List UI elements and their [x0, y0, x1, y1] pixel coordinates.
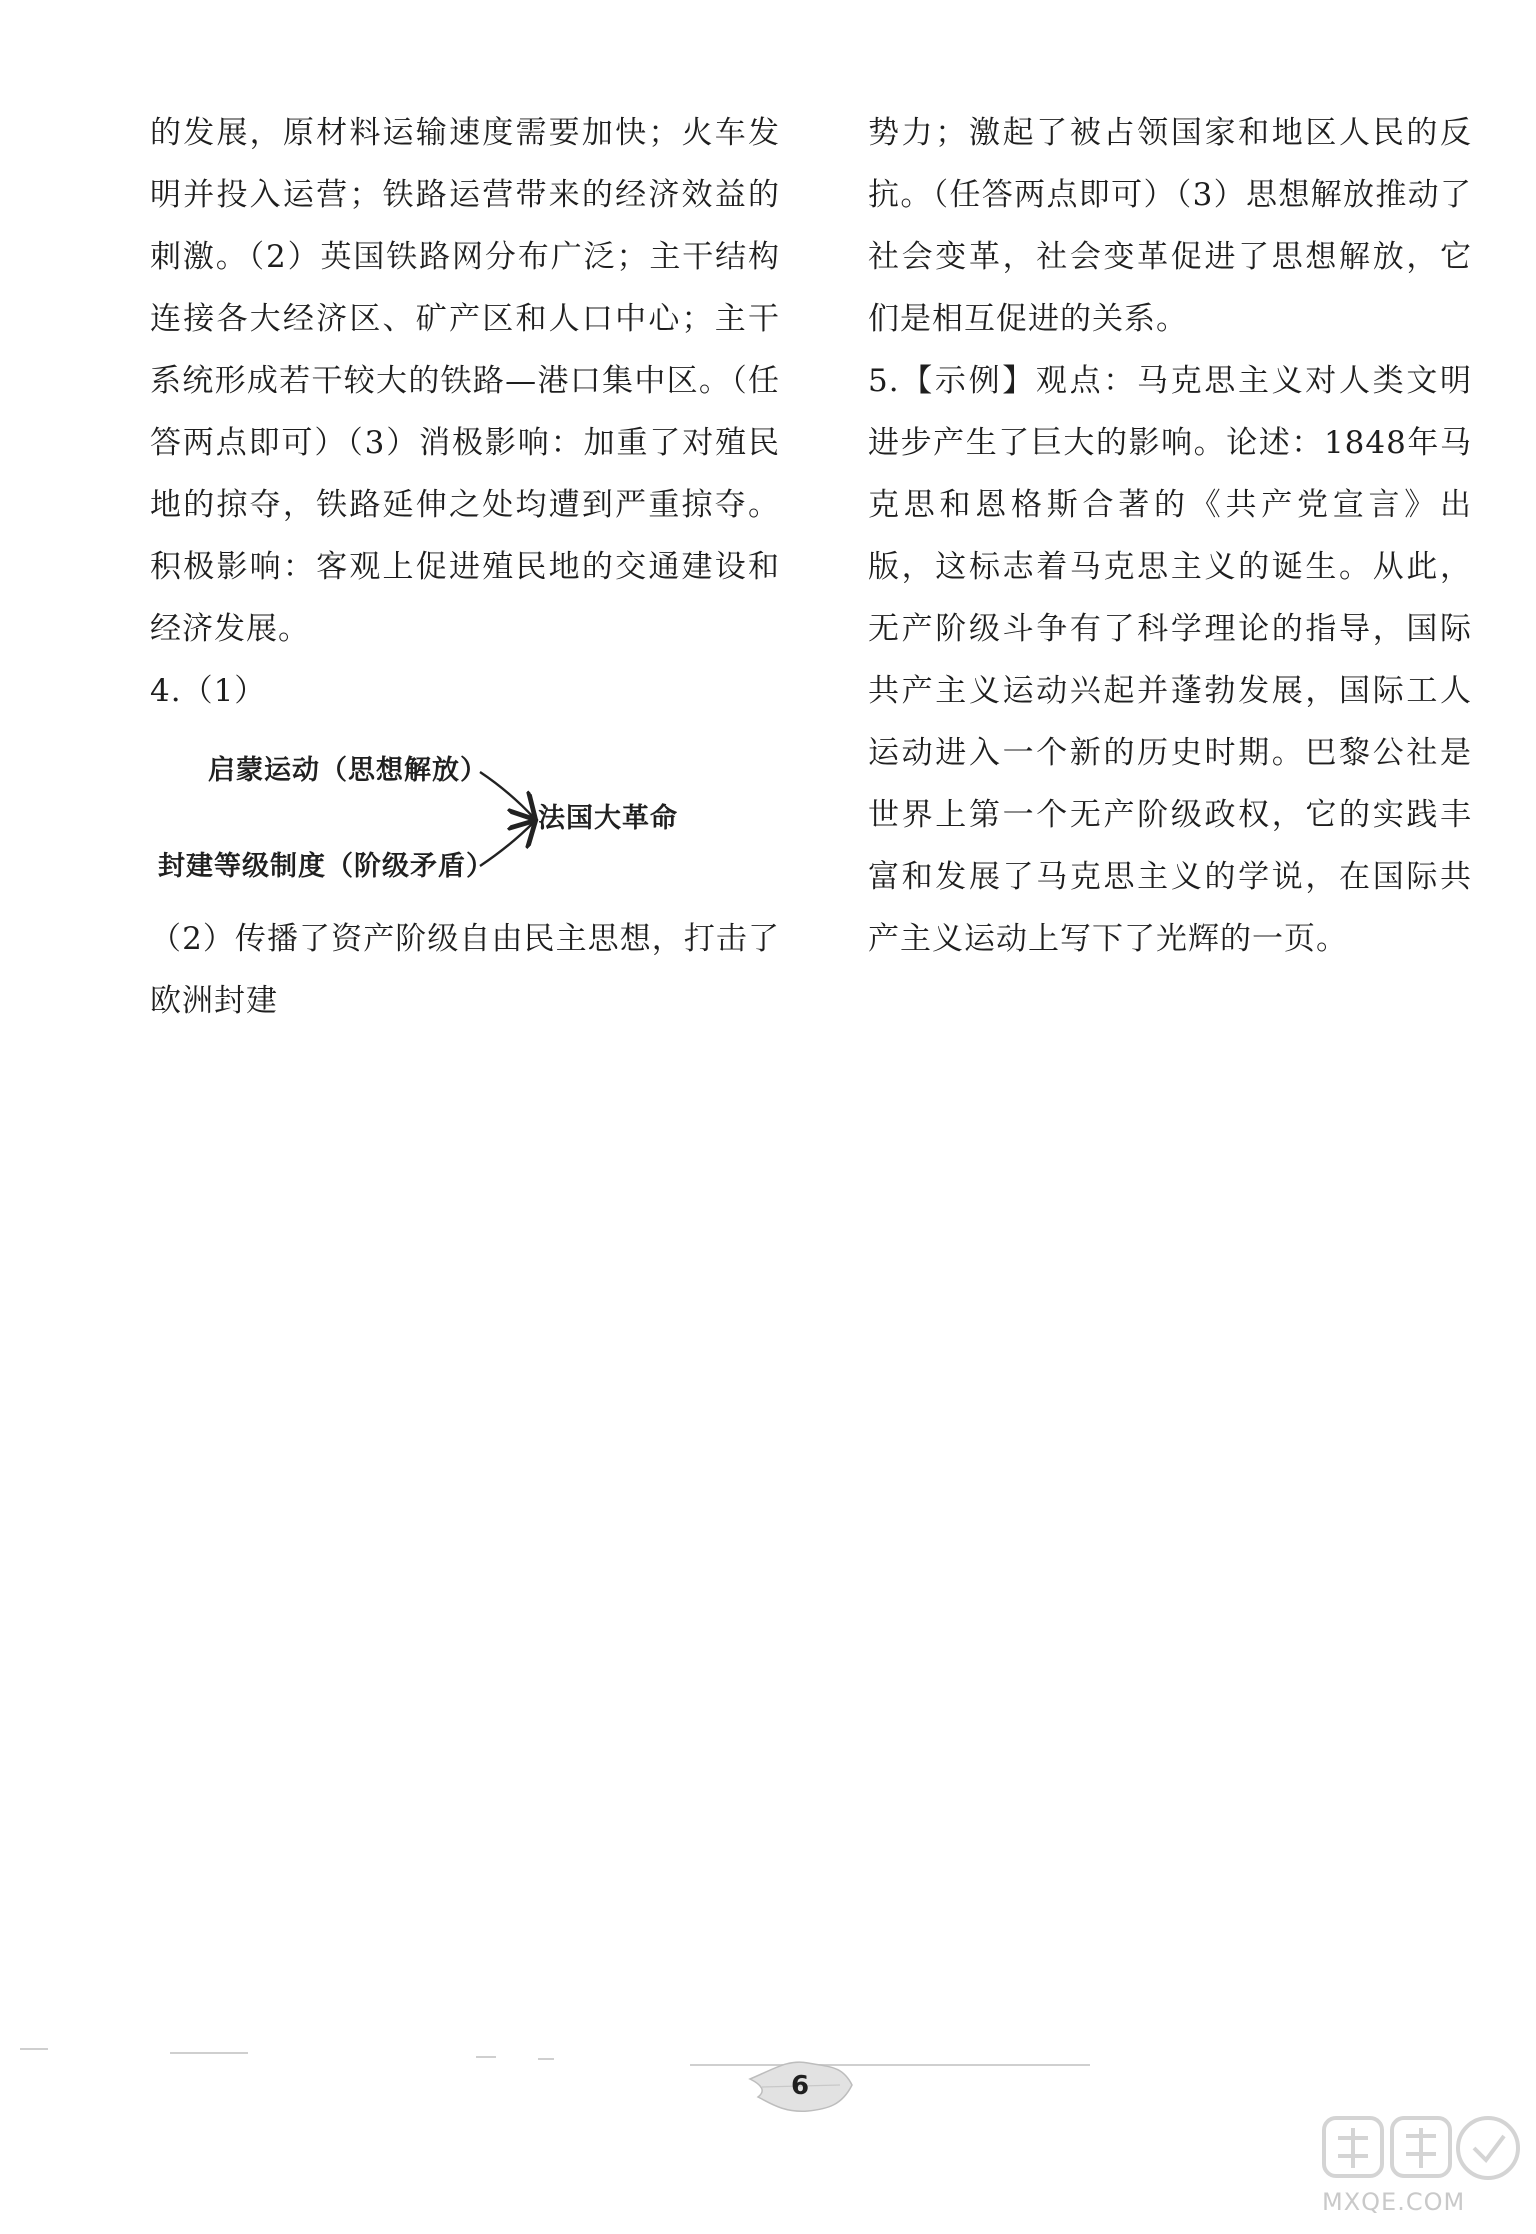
node-feudal-hierarchy: 封建等级制度（阶级矛盾） [158, 851, 494, 882]
question-4-label: 4.（1） [150, 673, 267, 709]
footer-rule-1 [20, 2048, 48, 2050]
footer-rule-4 [538, 2058, 554, 2060]
watermark-text: MXQE.COM [1322, 2188, 1466, 2216]
arrow-top [480, 772, 534, 818]
page-number: 6 [790, 2071, 810, 2101]
node-enlightenment: 启蒙运动（思想解放） [208, 755, 488, 786]
answer-q5-paragraph: 5.【示例】观点：马克思主义对人类文明进步产生了巨大的影响。论述：1848年马克思和恩格斯合著的《共产党宣言》出版，这标志着马克思主义的诞生。从此，无产阶级斗争有了科学理论的指导，国际共产主义运动兴起并蓬勃发展，国际工人运动进入一个新的历史时期。巴黎公社是世界上第一个无产阶级政权，它的实践丰富和发展了马克思主义的学说，在国际共产主义运动上写下了光辉的一页。 [868, 363, 1472, 957]
answer-q4-2-paragraph: （2）传播了资产阶级自由民主思想，打击了欧洲封建 [150, 921, 780, 1019]
watermark-logo-icon [1318, 2110, 1524, 2190]
footer-rule-2 [170, 2052, 248, 2054]
node-french-revolution: 法国大革命 [538, 803, 678, 834]
right-column [868, 102, 1472, 970]
left-column [150, 102, 780, 1032]
page-number-badge [744, 2055, 856, 2117]
french-revolution-cause-diagram [150, 722, 780, 908]
watermark [1318, 2110, 1524, 2228]
answer-continuation-paragraph: 势力；激起了被占领国家和地区人民的反抗。（任答两点即可）（3）思想解放推动了社会变革，社会变革促进了思想解放，它们是相互促进的关系。 [868, 115, 1472, 337]
answer-q3-paragraph: 的发展，原材料运输速度需要加快；火车发明并投入运营；铁路运营带来的经济效益的刺激。（2）英国铁路网分布广泛；主干结构连接各大经济区、矿产区和人口中心；主干系统形成若干较大的铁路—港口集中区。（任答两点即可）（3）消极影响：加重了对殖民地的掠夺，铁路延伸之处均遭到严重掠夺。积极影响：客观上促进殖民地的交通建设和经济发展。 [150, 115, 780, 647]
footer-rule-3 [476, 2056, 496, 2058]
